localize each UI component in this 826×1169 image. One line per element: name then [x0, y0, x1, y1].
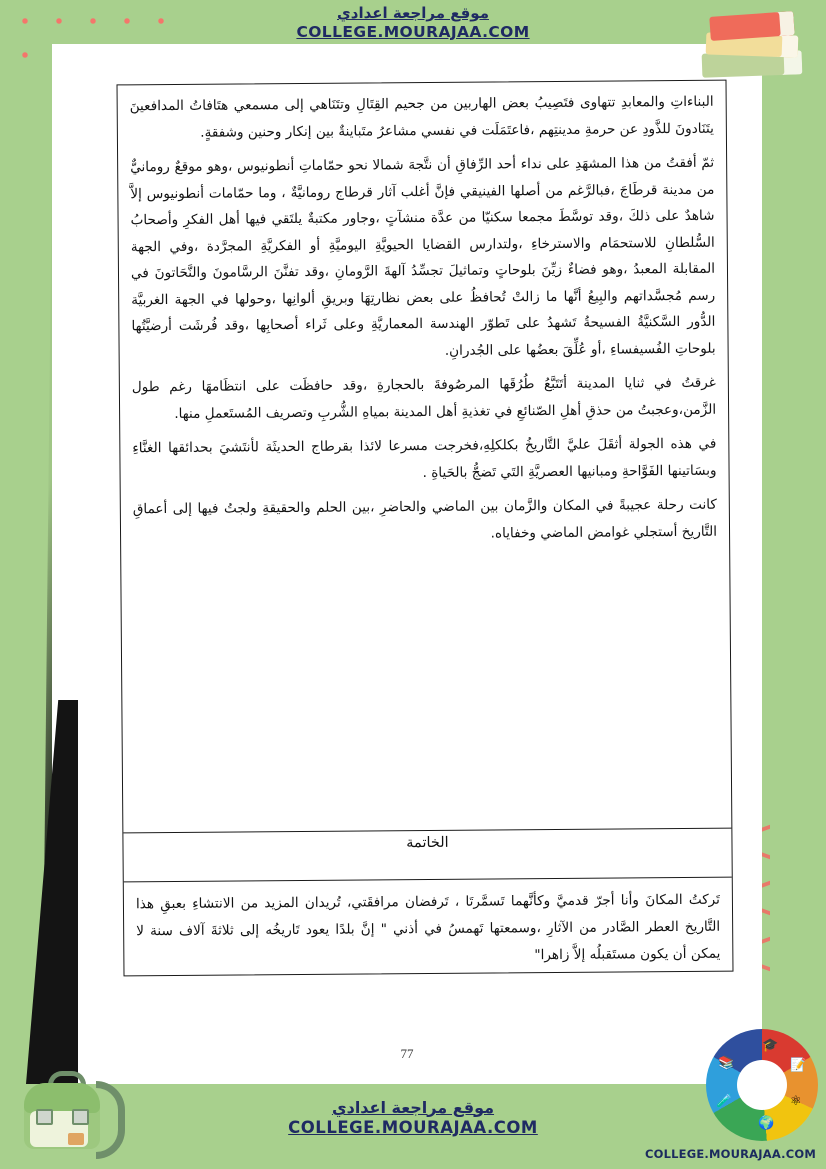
- footer-corner-url[interactable]: COLLEGE.MOURAJAA.COM: [644, 1147, 816, 1161]
- scanned-page: [52, 44, 762, 1084]
- header-site-name: موقع مراجعة اعدادي: [337, 4, 489, 22]
- paragraph: كانت رحلة عجيبةً في المكان والزَّمان بين الماضي والحاضرِ ،بين الحلم والحقيقةِ ولجتُ فيها إلى أعماقِ التَّاريخ أستجلي غوامض الماضي وخفاياه.: [132, 496, 718, 541]
- paragraph: ثمّ أفقتُ من هذا المشهَدِ على نداء أحد الرِّفاقِ أن نتَّجهَ شمالا نحو حمّاماتِ أنطونيوس ،وهو موقعٌ رومانيٌّ من مدينة قرطَاجَ ،فبالرَّغم من أصلها الفينيقي فإنَّ أغلب آثار قرطاج رومانيَّةٌ ، وما حمّامات أنطونيوس إلاَّ شاهدٌ على ذلكَ ،وقد توسَّطَ مجمعا سكنيّا من عدَّة منشآتٍ ،وجاور مكتبةٌ يلتَقي فيها أهل الفكرِ وأصحابُ السُّلطانِ للاستحمَام والاسترخاءِ ،ولتدارس القضايا الحيويَّةِ اليوميَّةِ أو الفكريَّةِ المجرَّدة ،وفي الجهة المقابلة المعبدُ ،وهو فضاءٌ زيِّنَ بلوحاتٍ وتماثيلَ تجسِّدُ آلهةَ الرَّومانِ ،وقد تفنَّنَ الرسَّامونَ والنَّحَاتونَ في رسم مُجسَّداتهم والبِيعُ أنَّها ما زالتْ تُحافظُ على بعض نظارتِهَا وبريقِ ألوانِها ،وحولها في الجهة الغربيَّة الدُّور السَّكنيَّةُ الفسيحةُ تَشهدُ على تَطوّر الهندسة المعماريَّةِ وعلى ثَراء أصحابِها ،وقد فُرشَت أرضيَّتُها بلوحاتِ الفُسيفساءِ ،أو عُلِّقَ بعضُها على الجُدرانِ.: [130, 154, 716, 359]
- page-number: 77: [400, 1046, 414, 1061]
- paragraph: البناءاتِ والمعابدِ تتهاوى فتَصِيبُ بعض الهاربين من جحيم القِتَالِ وتتَنَاهي إلى مسمعي هتَافاتُ المدافعينَ يتَنَادونَ للذَّودِ عن حرمةِ مدينتِهم ،فاعتَمَلَت في نفسي مشاعرُ متَباينةٌ بين إنكار وحنين وشفقةٍ.: [129, 93, 714, 141]
- footer-site-url[interactable]: COLLEGE.MOURAJAA.COM: [288, 1118, 538, 1138]
- header-site-url[interactable]: COLLEGE.MOURAJAA.COM: [296, 22, 530, 41]
- conclusion-paragraph: تَركتُ المكانَ وأنا أجرّ قدميَّ وكأنَّهما تَسمَّرتَا ، تَرفضان مرافقَتي، تُريدان المزيد من الانتشاءِ بعبقِ هذا التَّاريخ العطر الصَّادر من الآثارِ ،وسمعتها تَهمسُ في أذني " إنَّ بلدًا يعود تَاريخُه إلى ثلاثةَ آلاف سنة لا يمكن أن يكون مستَقبلُه إلاَّ زاهرا": [135, 891, 721, 964]
- school-backpack-icon: [10, 1065, 120, 1161]
- paragraph: غرقتُ في ثنايا المدينة أتَتَبَّعُ طُرُقَها المرصُوفةَ بالحجارةِ ،وقد حافظَت على انتظَامهَا رغم طول الزَّمن،وعجبتُ من حذقِ أهلِ الصّنائعِ في تغذيةِ أهل المدينة بمياهِ الشُّربِ وتصريف المُستَعملِ منها.: [131, 374, 717, 422]
- footer-site-name: موقع مراجعة اعدادي: [331, 1097, 495, 1117]
- paragraph: في هذه الجولة أثقَلَ عليَّ التَّاريخُ بكلكلِهِ،فخرجت مسرعا لائذا بقرطاج الحديثَة لأنتَشيَ بحدائقها الغنَّاءِ وبسَاتينها الفَوَّاحةِ ومبانيها العصريَّةِ التَي تَضجُّ بالحَياةِ .: [132, 435, 717, 481]
- stacked-books-icon: [700, 6, 812, 84]
- text-frame: [117, 80, 734, 977]
- section-title: الخاتمة: [406, 834, 449, 852]
- education-circle-icon: 🎓 📝 ⚛ 🌍 🧪 📚: [706, 1029, 818, 1141]
